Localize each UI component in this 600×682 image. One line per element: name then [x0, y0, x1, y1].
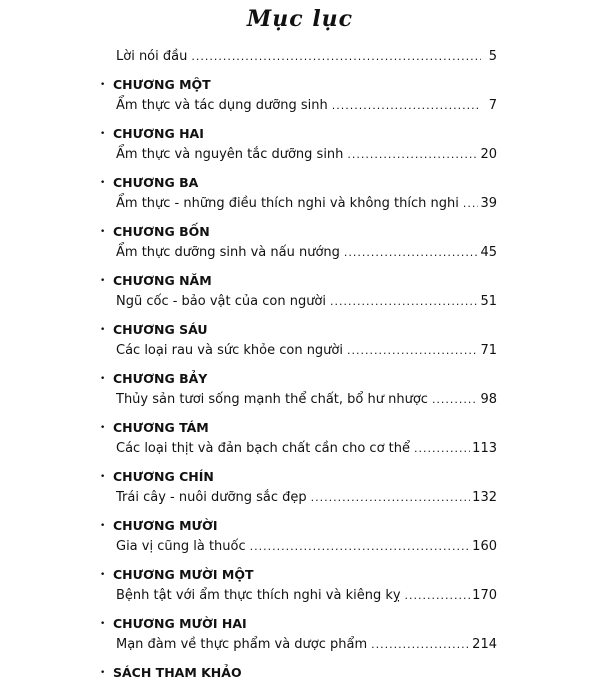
entry-page: 132: [472, 490, 497, 505]
page-title: Mục lục: [246, 6, 354, 32]
chapter-heading: • CHƯƠNG TÁM: [113, 419, 497, 436]
leader-dots: [432, 387, 479, 412]
leader-dots: [371, 632, 470, 657]
leader-dots: [347, 338, 478, 363]
entry-page: 45: [480, 245, 497, 260]
toc-entry[interactable]: [116, 44, 497, 69]
leader-dots: [405, 583, 471, 608]
toc-entry[interactable]: [116, 142, 497, 167]
leader-dots: [250, 534, 471, 559]
entry-page: 39: [480, 196, 497, 211]
chapter-heading: • CHƯƠNG BỐN: [113, 223, 497, 240]
chapter-heading: • CHƯƠNG MỘT: [113, 76, 497, 93]
leader-dots: [191, 44, 481, 69]
toc-entry[interactable]: [116, 485, 497, 510]
entry-title: Thủy sản tươi sống mạnh thể chất, bổ hư nhược: [116, 392, 428, 407]
toc-entry[interactable]: [116, 436, 497, 461]
chapter-heading: • CHƯƠNG MƯỜI HAI: [113, 615, 497, 632]
leader-dots: [330, 289, 478, 314]
toc-entry[interactable]: [116, 191, 497, 216]
chapter-heading: • CHƯƠNG SÁU: [113, 321, 497, 338]
chapter-heading: • CHƯƠNG BẢY: [113, 370, 497, 387]
entry-page: 170: [472, 588, 497, 603]
entry-title: Ẩm thực và nguyên tắc dưỡng sinh: [116, 147, 344, 162]
entry-title: Trái cây - nuôi dưỡng sắc đẹp: [116, 490, 307, 505]
entry-page: 71: [480, 343, 497, 358]
chapter-heading: • CHƯƠNG BA: [113, 174, 497, 191]
leader-dots: [463, 191, 479, 216]
leader-dots: [414, 436, 470, 461]
entry-page: 20: [480, 147, 497, 162]
entry-page: 98: [480, 392, 497, 407]
toc-entry[interactable]: [116, 534, 497, 559]
leader-dots: [347, 142, 478, 167]
entry-page: 160: [472, 539, 497, 554]
entry-title: Ngũ cốc - bảo vật của con người: [116, 294, 326, 309]
entry-title: Ẩm thực - những điều thích nghi và không thích nghi: [116, 196, 459, 211]
entry-page: 7: [488, 98, 497, 113]
entry-title: Ẩm thực và tác dụng dưỡng sinh: [116, 98, 328, 113]
chapter-heading: • CHƯƠNG CHÍN: [113, 468, 497, 485]
entry-page: 214: [472, 637, 497, 652]
entry-title: Mạn đàm về thực phẩm và dược phẩm: [116, 637, 368, 652]
leader-dots: [344, 240, 479, 265]
toc-entry[interactable]: [116, 289, 497, 314]
entry-page: 113: [472, 441, 497, 456]
toc-entry[interactable]: [116, 387, 497, 412]
toc-entry[interactable]: [116, 93, 497, 118]
leader-dots: [332, 93, 481, 118]
toc-entry[interactable]: [116, 583, 497, 608]
toc-entry[interactable]: [116, 338, 497, 363]
entry-title: Lời nói đầu: [116, 49, 188, 64]
chapter-heading-references: • SÁCH THAM KHẢO: [113, 664, 497, 681]
entry-title: Gia vị cũng là thuốc: [116, 539, 246, 554]
entry-title: Bệnh tật với ẩm thực thích nghi và kiêng kỵ: [116, 588, 401, 603]
table-of-contents: [100, 44, 497, 681]
chapter-heading: • CHƯƠNG MƯỜI: [113, 517, 497, 534]
leader-dots: [311, 485, 471, 510]
entry-page: 5: [488, 49, 497, 64]
entry-title: Ẩm thực dưỡng sinh và nấu nướng: [116, 245, 340, 260]
entry-page: 51: [480, 294, 497, 309]
toc-entry[interactable]: [116, 632, 497, 657]
entry-title: Các loại rau và sức khỏe con người: [116, 343, 343, 358]
chapter-heading: • CHƯƠNG MƯỜI MỘT: [113, 566, 497, 583]
entry-title: Các loại thịt và đản bạch chất cần cho cơ thể: [116, 441, 411, 456]
chapter-heading: • CHƯƠNG HAI: [113, 125, 497, 142]
toc-entry[interactable]: [116, 240, 497, 265]
chapter-heading: • CHƯƠNG NĂM: [113, 272, 497, 289]
